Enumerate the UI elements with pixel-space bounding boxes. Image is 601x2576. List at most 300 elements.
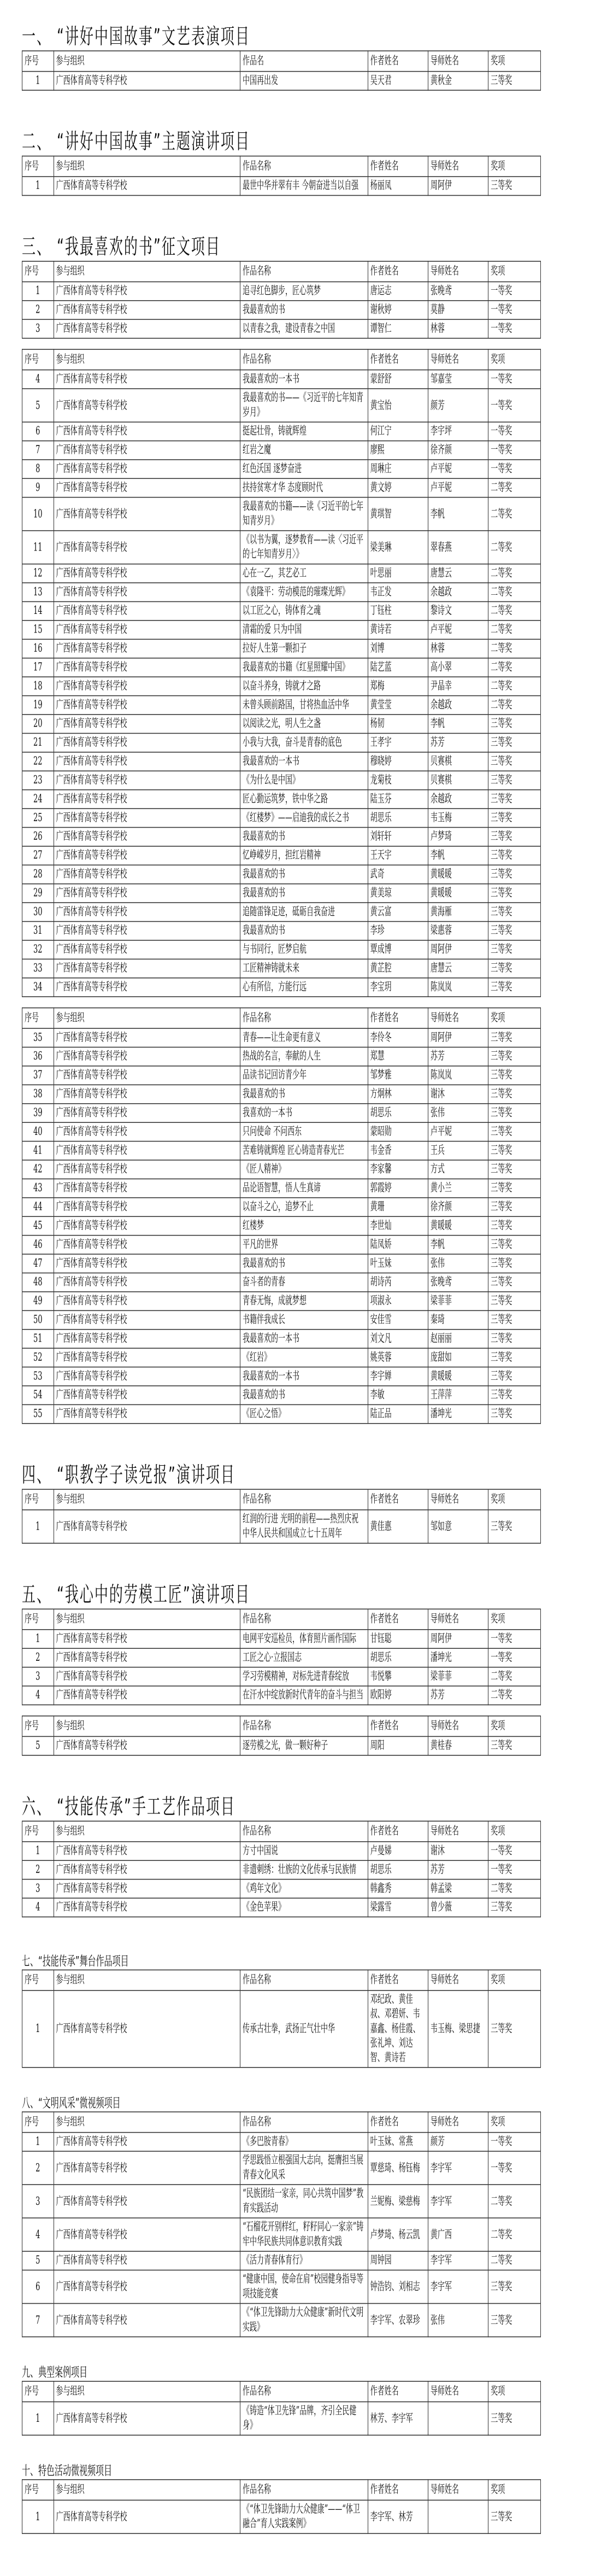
tutor-cell: 李宇坪 [428,422,488,441]
seq-cell: 47 [22,1254,54,1273]
organization-cell: 广西体育高等专科学校 [54,2270,240,2303]
award-cell: 三等奖 [488,2303,541,2337]
organization-cell: 广西体育高等专科学校 [54,497,240,531]
title-cell: 我最喜欢的书 [240,865,368,883]
title-cell: 拉好人生第一颗扣子 [240,639,368,658]
organization-cell: 广西体育高等专科学校 [54,1648,240,1667]
seq-cell: 42 [22,1160,54,1179]
award-cell: 三等奖 [488,1510,541,1543]
award-cell: 一等奖 [488,460,541,478]
seq-cell: 36 [22,1047,54,1066]
award-cell: 三等奖 [488,733,541,752]
award-cell: 三等奖 [488,978,541,997]
organization-cell: 广西体育高等专科学校 [54,564,240,583]
author-cell: 蒙昭勋 [368,1122,428,1141]
column-header: 导师姓名 [428,1609,488,1630]
column-header: 序号 [22,261,54,282]
author-cell: 杨丽凤 [368,177,428,195]
seq-cell: 1 [22,177,54,195]
author-cell: 谭智仁 [368,319,428,338]
author-cell: 胡思乐 [368,1104,428,1122]
tutor-cell: 张伟 [428,1254,488,1273]
column-header: 导师姓名 [428,1489,488,1510]
title-cell: 方寸中国说 [240,1842,368,1860]
author-cell: 丁钰柱 [368,602,428,620]
tutor-cell [428,2500,488,2533]
award-cell: 三等奖 [488,752,541,771]
author-cell: 卢曼娣 [368,1842,428,1860]
seq-cell: 2 [22,2151,54,2185]
title-cell: 热战的名言，奉献的人生 [240,1047,368,1066]
column-header: 作者姓名 [368,1008,428,1029]
table-row [22,2185,541,2218]
column-header: 参与组织 [54,1008,240,1029]
title-cell: 我最喜欢的书 [240,1386,368,1404]
title-cell: “民族团结一家亲，同心共筑中国梦”教育实践活动 [240,2185,368,2218]
author-cell: 胡思乐 [368,1648,428,1667]
award-table [22,349,541,997]
award-cell: 二等奖 [488,564,541,583]
organization-cell: 广西体育高等专科学校 [54,389,240,422]
author-cell: 陆正品 [368,1404,428,1423]
column-header: 序号 [22,1489,54,1510]
seq-cell: 31 [22,922,54,940]
organization-cell: 广西体育高等专科学校 [54,846,240,865]
column-header: 序号 [22,1716,54,1737]
tutor-cell: 邹如意 [428,1510,488,1543]
award-cell: 二等奖 [488,2185,541,2218]
table-row [22,2270,541,2303]
tutor-cell: 黄秋金 [428,72,488,90]
title-cell: 在汗水中绽放新时代青年的奋斗与担当 [240,1686,368,1705]
author-cell: 韦金香 [368,1141,428,1160]
tutor-cell: 谢沐 [428,1085,488,1103]
column-header: 参与组织 [54,1716,240,1737]
tutor-cell: 陈岚岚 [428,978,488,997]
tutor-cell: 余越政 [428,790,488,809]
award-cell: 三等奖 [488,1066,541,1085]
table-row [22,422,541,441]
seq-cell: 2 [22,1860,54,1879]
title-cell: 奋斗者的青春 [240,1273,368,1291]
table-row [22,752,541,771]
tutor-cell: 莫静 [428,301,488,319]
title-cell: 红润的行进 光明的前程——热烈庆祝中华人民共和国成立七十五周年 [240,1510,368,1543]
organization-cell: 广西体育高等专科学校 [54,531,240,564]
award-cell: 一等奖 [488,389,541,422]
seq-cell: 45 [22,1216,54,1235]
seq-cell: 6 [22,422,54,441]
title-cell: 匠心勤运筑梦，铁中华之路 [240,790,368,809]
author-cell: 李宇婵 [368,1367,428,1386]
section-heading: 一、 “讲好中国故事”文艺表演项目 [22,24,250,49]
award-cell: 一等奖 [488,1842,541,1860]
author-cell: 郑梅 [368,677,428,695]
author-cell: 甘钰聪 [368,1630,428,1648]
column-header: 导师姓名 [428,1970,488,1990]
award-cell: 二等奖 [488,1667,541,1686]
author-cell: 陆凤娇 [368,1236,428,1254]
award-cell: 一等奖 [488,1648,541,1667]
column-header: 作者姓名 [368,2112,428,2133]
award-cell: 三等奖 [488,922,541,940]
organization-cell: 广西体育高等专科学校 [54,1160,240,1179]
organization-cell: 广西体育高等专科学校 [54,1348,240,1367]
award-cell: 三等奖 [488,1047,541,1066]
tutor-cell: 卢平妮 [428,1122,488,1141]
award-table [22,2479,541,2534]
author-cell: 梁露雪 [368,1898,428,1917]
tutor-cell: 梁菲菲 [428,1667,488,1686]
award-cell: 三等奖 [488,1310,541,1329]
title-cell: 《红岩》 [240,1348,368,1367]
column-header: 作品名称 [240,1970,368,1990]
award-cell: 二等奖 [488,620,541,639]
column-header: 参与组织 [54,1489,240,1510]
organization-cell: 广西体育高等专科学校 [54,1860,240,1879]
column-header: 参与组织 [54,261,240,282]
table-row [22,370,541,389]
author-cell: 李宇军、林芳 [368,2500,428,2533]
tutor-cell: 高小翠 [428,658,488,677]
tutor-cell: 庞甜如 [428,1348,488,1367]
table-row [22,1330,541,1348]
author-cell: 李宝玥 [368,978,428,997]
award-table [22,1008,541,1424]
author-cell: 邓纪政、黄佳叔、邓碧妍、韦嘉鑫、杨佳霞、张礼坤、刘达智、黄诗若 [368,1990,428,2068]
organization-cell: 广西体育高等专科学校 [54,696,240,715]
table-row [22,733,541,752]
organization-cell: 广西体育高等专科学校 [54,583,240,601]
organization-cell: 广西体育高等专科学校 [54,733,240,752]
author-cell: 姚英蓉 [368,1348,428,1367]
award-cell: 三等奖 [488,1292,541,1310]
title-cell: 只问使命 不问西东 [240,1122,368,1141]
table-row [22,2402,541,2435]
award-cell: 三等奖 [488,1898,541,1917]
title-cell: 青春——让生命更有意义 [240,1028,368,1047]
table-row [22,865,541,883]
table-row [22,1104,541,1122]
award-cell: 三等奖 [488,1104,541,1122]
author-cell: 刘博 [368,639,428,658]
title-cell: 苦难铸就辉煌 匠心铸造青春光芒 [240,1141,368,1160]
table-row [22,790,541,809]
table-row [22,319,541,338]
seq-cell: 4 [22,1898,54,1917]
author-cell: 叶玉妹 [368,1254,428,1273]
seq-cell: 10 [22,497,54,531]
title-cell: 《匠人精神》 [240,1160,368,1179]
column-header: 作品名 [240,51,368,72]
table-row [22,1085,541,1103]
award-cell: 三等奖 [488,2270,541,2303]
seq-cell: 1 [22,1990,54,2068]
column-header: 序号 [22,51,54,72]
organization-cell: 广西体育高等专科学校 [54,1367,240,1386]
tutor-cell: 黄小兰 [428,1179,488,1197]
organization-cell: 广西体育高等专科学校 [54,884,240,903]
section-heading: 四、 “职教学子读党报”演讲项目 [22,1462,235,1488]
tutor-cell: 王萍萍 [428,1386,488,1404]
tutor-cell: 邹嘉莹 [428,370,488,389]
column-header: 参与组织 [54,1609,240,1630]
award-cell: 二等奖 [488,2218,541,2251]
author-cell: 廖熙 [368,441,428,459]
organization-cell: 广西体育高等专科学校 [54,771,240,789]
tutor-cell: 黎诗文 [428,602,488,620]
title-cell: 红色沃国 逐梦奋进 [240,460,368,478]
column-header: 参与组织 [54,2480,240,2501]
seq-cell: 34 [22,978,54,997]
column-header: 作者姓名 [368,1821,428,1842]
table-row [22,1310,541,1329]
title-cell: 《匠心之悟》 [240,1404,368,1423]
organization-cell: 广西体育高等专科学校 [54,1404,240,1423]
table-row [22,2303,541,2337]
seq-cell: 48 [22,1273,54,1291]
title-cell: 我最喜欢的书 [240,1254,368,1273]
organization-cell: 广西体育高等专科学校 [54,1273,240,1291]
award-table [22,2111,541,2337]
organization-cell: 广西体育高等专科学校 [54,620,240,639]
organization-cell: 广西体育高等专科学校 [54,922,240,940]
column-header: 导师姓名 [428,156,488,177]
award-cell: 二等奖 [488,583,541,601]
author-cell: 卢梦琦、杨云凯 [368,2218,428,2251]
organization-cell: 广西体育高等专科学校 [54,1066,240,1085]
table-row [22,2251,541,2270]
column-header: 作品名称 [240,156,368,177]
column-header: 导师姓名 [428,51,488,72]
tutor-cell: 梁菲菲 [428,1292,488,1310]
tutor-cell: 谢沐 [428,1842,488,1860]
title-cell: 我最喜欢的书——《习近平的七年知青岁月》 [240,389,368,422]
table-row [22,827,541,846]
seq-cell: 20 [22,715,54,733]
title-cell: 电网平安巡检员，体育照片画作国际 [240,1630,368,1648]
table-row [22,497,541,531]
title-cell: 我最喜欢的书 [240,301,368,319]
seq-cell: 1 [22,1510,54,1543]
seq-cell: 25 [22,809,54,827]
organization-cell: 广西体育高等专科学校 [54,2133,240,2151]
award-cell: 三等奖 [488,1236,541,1254]
title-cell: 以工匠之心，铸体育之魂 [240,602,368,620]
author-cell: 林芳、李宇军 [368,2402,428,2435]
organization-cell: 广西体育高等专科学校 [54,715,240,733]
seq-cell: 53 [22,1367,54,1386]
organization-cell: 广西体育高等专科学校 [54,865,240,883]
column-header: 参与组织 [54,156,240,177]
column-header: 作者姓名 [368,1489,428,1510]
organization-cell: 广西体育高等专科学校 [54,2303,240,2337]
seq-cell: 4 [22,1686,54,1705]
title-cell: 工匠精神铸就未来 [240,959,368,977]
author-cell: 黄诗若 [368,620,428,639]
author-cell: 叶思丽 [368,564,428,583]
award-cell: 一等奖 [488,282,541,300]
author-cell: 覃成博 [368,940,428,959]
author-cell: 胡思乐 [368,809,428,827]
title-cell: “石榴花开别样红，籽籽同心一家亲”铸牢中华民族共同体意识教育实践 [240,2218,368,2251]
table-row [22,1160,541,1179]
seq-cell: 49 [22,1292,54,1310]
tutor-cell: 张晚鸢 [428,282,488,300]
seq-cell: 27 [22,846,54,865]
award-cell: 三等奖 [488,1028,541,1047]
title-cell: 追随雷锋足迹，砥砺自我奋进 [240,903,368,921]
column-header: 奖项 [488,1821,541,1842]
title-cell: 以青春之我，建设青春之中国 [240,319,368,338]
column-header: 参与组织 [54,2112,240,2133]
tutor-cell: 张伟 [428,2303,488,2337]
seq-cell: 3 [22,2185,54,2218]
table-row [22,903,541,921]
seq-cell: 51 [22,1330,54,1348]
tutor-cell: 方式 [428,1160,488,1179]
author-cell: 王天宇 [368,846,428,865]
title-cell: 红楼梦 [240,1216,368,1235]
author-cell: 陆玉芬 [368,790,428,809]
table-row [22,884,541,903]
document [0,20,601,2560]
table-row [22,282,541,300]
title-cell: 学思践悟立根强国大志向，挺膺担当展青春文化风采 [240,2151,368,2185]
title-cell: 《鸡年文化》 [240,1880,368,1898]
award-cell: 三等奖 [488,1179,541,1197]
tutor-cell: 苏芳 [428,1686,488,1705]
author-cell: 黄美琼 [368,884,428,903]
title-cell: 忆峥嵘岁月，担红岩精神 [240,846,368,865]
title-cell: 红岩之魔 [240,441,368,459]
column-header: 作品名称 [240,1609,368,1630]
seq-cell: 26 [22,827,54,846]
tutor-cell: 张伟 [428,1104,488,1122]
author-cell: 郭霞婷 [368,1179,428,1197]
column-header: 作品名称 [240,1489,368,1510]
seq-cell: 44 [22,1198,54,1216]
author-cell: 方炯林 [368,1085,428,1103]
author-cell: 龙菊枝 [368,771,428,789]
seq-cell: 7 [22,2303,54,2337]
seq-cell: 21 [22,733,54,752]
tutor-cell: 林蓉 [428,319,488,338]
tutor-cell [428,2402,488,2435]
award-cell: 三等奖 [488,865,541,883]
table-row [22,959,541,977]
seq-cell: 1 [22,72,54,90]
section-heading: 二、 “讲好中国故事”主题演讲项目 [22,129,250,154]
award-cell: 二等奖 [488,497,541,531]
award-table [22,156,541,196]
award-cell: 三等奖 [488,1404,541,1423]
column-header: 作品名称 [240,1008,368,1029]
column-header: 作者姓名 [368,1609,428,1630]
award-cell: 一等奖 [488,319,541,338]
award-cell: 三等奖 [488,2500,541,2533]
author-cell: 梁美琳 [368,531,428,564]
organization-cell: 广西体育高等专科学校 [54,1179,240,1197]
seq-cell: 12 [22,564,54,583]
tutor-cell: 李帆 [428,1236,488,1254]
title-cell: 平凡的世界 [240,1236,368,1254]
seq-cell: 7 [22,441,54,459]
seq-cell: 41 [22,1141,54,1160]
column-header: 导师姓名 [428,2112,488,2133]
author-cell: 唐运志 [368,282,428,300]
tutor-cell: 颜芳 [428,2133,488,2151]
title-cell: 《“体卫先锋助力大众健康”——“体卫融合”育人实践案例》 [240,2500,368,2533]
tutor-cell: 余越政 [428,583,488,601]
table-row [22,1860,541,1879]
seq-cell: 5 [22,1736,54,1755]
title-cell: 追寻红色脚步，匠心筑梦 [240,282,368,300]
table-row [22,583,541,601]
author-cell: 吴天君 [368,72,428,90]
table-row [22,1047,541,1066]
author-cell: 何江宁 [368,422,428,441]
author-cell: 刘轩轩 [368,827,428,846]
column-header: 序号 [22,156,54,177]
table-row [22,846,541,865]
seq-cell: 24 [22,790,54,809]
column-header: 奖项 [488,156,541,177]
seq-cell: 18 [22,677,54,695]
author-cell: 武奇 [368,865,428,883]
organization-cell: 广西体育高等专科学校 [54,478,240,497]
table-row [22,1898,541,1917]
table-row [22,1667,541,1686]
tutor-cell: 徐齐颜 [428,1198,488,1216]
column-header: 奖项 [488,2381,541,2402]
title-cell: 学习劳模精神，对标先进青春绽放 [240,1667,368,1686]
award-cell: 一等奖 [488,441,541,459]
column-header: 参与组织 [54,2381,240,2402]
seq-cell: 23 [22,771,54,789]
author-cell: 蒙舒舒 [368,370,428,389]
title-cell: 《“体卫先锋助力大众健康”新时代文明实践》 [240,2303,368,2337]
author-cell: 李伶冬 [368,1028,428,1047]
tutor-cell: 韦玉梅、梁思捷 [428,1990,488,2068]
award-table [22,1716,541,1756]
seq-cell: 2 [22,1648,54,1667]
seq-cell: 9 [22,478,54,497]
award-cell: 三等奖 [488,940,541,959]
title-cell: 心有所信，方能行远 [240,978,368,997]
table-row [22,2151,541,2185]
award-cell: 三等奖 [488,1254,541,1273]
organization-cell: 广西体育高等专科学校 [54,827,240,846]
table-row [22,1404,541,1423]
seq-cell: 1 [22,2133,54,2151]
column-header: 奖项 [488,1008,541,1029]
column-header: 奖项 [488,1716,541,1737]
table-row [22,1254,541,1273]
title-cell: 挺起壮骨，铸就辉煌 [240,422,368,441]
column-header: 导师姓名 [428,1821,488,1842]
title-cell: 《红楼梦》——启迪我的成长之书 [240,809,368,827]
organization-cell: 广西体育高等专科学校 [54,2402,240,2435]
section-heading: 八、“文明风采”微视频项目 [22,2095,121,2111]
title-cell: 以奋斗养身，铸就才之路 [240,677,368,695]
seq-cell: 5 [22,2251,54,2270]
tutor-cell: 潘坤光 [428,1404,488,1423]
column-header: 序号 [22,349,54,370]
author-cell: 胡思乐 [368,1860,428,1879]
organization-cell: 广西体育高等专科学校 [54,1141,240,1160]
award-cell: 一等奖 [488,370,541,389]
